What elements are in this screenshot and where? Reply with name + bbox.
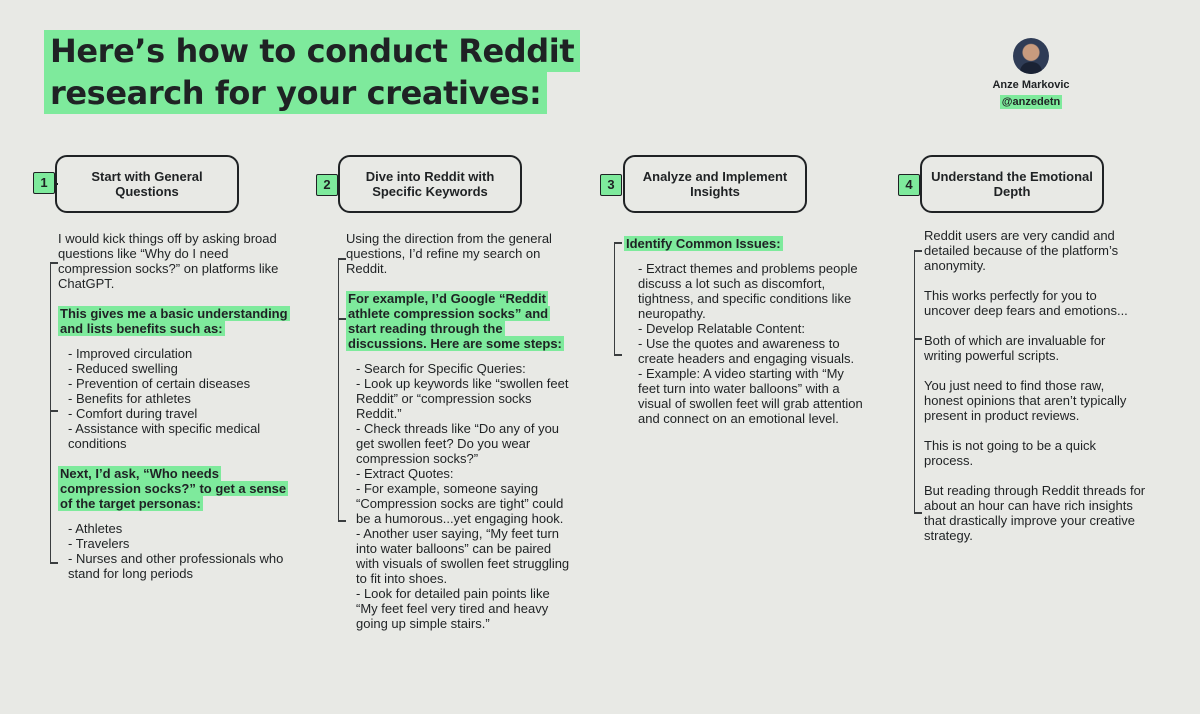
list-item: - Improved circulation: [68, 346, 193, 361]
list-item: - Develop Relatable Content:: [638, 321, 805, 336]
list-item: - Search for Specific Queries:: [356, 361, 526, 376]
col-1-highlight-1: This gives me a basic understanding and lists benefits such as:: [60, 306, 288, 336]
list-item: - Use the quotes and awareness to create headers and engaging visuals.: [638, 336, 855, 366]
col-4-text: [924, 228, 1146, 543]
title-line-1: Here’s how to conduct Reddit: [44, 30, 580, 72]
step-1-box: Start with General Questions: [55, 155, 239, 213]
step-3-box: Analyze and Implement Insights: [623, 155, 807, 213]
step-1-number: 1: [33, 172, 55, 194]
col-4-para: Both of which are invaluable for writing powerful scripts.: [924, 333, 1106, 363]
col-4-para: But reading through Reddit threads for about an hour can have rich insights that drastically improve your creative strategy.: [924, 483, 1146, 543]
author-block: [976, 38, 1086, 110]
author-handle: @anzedetn: [1001, 96, 1061, 108]
avatar: [1013, 38, 1049, 74]
list-item: - Comfort during travel: [68, 406, 198, 421]
col-3-highlight: Identify Common Issues:: [626, 236, 781, 251]
col-4-para: This is not going to be a quick process.: [924, 438, 1096, 468]
step-2-box: Dive into Reddit with Specific Keywords: [338, 155, 522, 213]
col-2-bracket: [338, 258, 339, 520]
list-item: - Check threads like “Do any of you get swollen feet? Do you wear compression socks?”: [356, 421, 560, 466]
col-2-highlight: For example, I’d Google “Reddit athlete compression socks” and start reading through the discussions. Here are some steps:: [348, 291, 562, 351]
list-item: - Look for detailed pain points like “My feet feel very tired and heavy going up simple stairs.”: [356, 586, 550, 631]
list-item: - Extract Quotes:: [356, 466, 454, 481]
list-item: - Look up keywords like “swollen feet Reddit” or “compression socks Reddit.”: [356, 376, 569, 421]
list-item: - Prevention of certain diseases: [68, 376, 251, 391]
col-1-bracket: [50, 262, 51, 562]
steps-list: [346, 361, 574, 631]
col-1-intro: I would kick things off by asking broad questions like “Why do I need compression socks?” on platforms like ChatGPT.: [58, 231, 279, 291]
step-4-number: 4: [898, 174, 920, 196]
list-item: - Reduced swelling: [68, 361, 178, 376]
col-4-para: Reddit users are very candid and detailed because of the platform’s anonymity.: [924, 228, 1119, 273]
col-4-para: You just need to find those raw, honest opinions that aren’t typically present in product reviews.: [924, 378, 1127, 423]
personas-list: [58, 521, 290, 581]
col-1-highlight-2: Next, I’d ask, “Who needs compression socks?” to get a sense of the target personas:: [60, 466, 287, 511]
col-4-para: This works perfectly for you to uncover deep fears and emotions...: [924, 288, 1128, 318]
col-3-text: [624, 236, 864, 426]
list-item: - For example, someone saying “Compression socks are tight” could be a humorous...yet engaging hook.: [356, 481, 564, 526]
title-line-2: research for your creatives:: [44, 72, 547, 114]
list-item: - Extract themes and problems people discuss a lot such as discomfort, tightness, and specific conditions like neuropathy.: [638, 261, 858, 321]
list-item: - Travelers: [68, 536, 130, 551]
col-1-text: [58, 231, 290, 581]
list-item: - Assistance with specific medical conditions: [68, 421, 261, 451]
benefits-list: [58, 346, 290, 451]
list-item: - Benefits for athletes: [68, 391, 191, 406]
col-2-intro: Using the direction from the general questions, I’d refine my search on Reddit.: [346, 231, 552, 276]
col-2-text: [346, 231, 574, 631]
col-4-bracket: [914, 250, 915, 512]
page-title: [44, 30, 580, 114]
step-3-number: 3: [600, 174, 622, 196]
step-2-number: 2: [316, 174, 338, 196]
step-4-box: Understand the Emotional Depth: [920, 155, 1104, 213]
col-3-bracket: [614, 242, 615, 354]
list-item: - Example: A video starting with “My feet turn into water balloons” with a visual of swollen feet will grab attention and connect on an emotional level.: [638, 366, 863, 426]
list-item: - Nurses and other professionals who stand for long periods: [68, 551, 284, 581]
list-item: - Another user saying, “My feet turn into water balloons” can be paired with visuals of swollen feet struggling to fit into shoes.: [356, 526, 570, 586]
list-item: - Athletes: [68, 521, 123, 536]
author-name: Anze Markovic: [992, 79, 1070, 91]
insights-list: [624, 261, 864, 426]
